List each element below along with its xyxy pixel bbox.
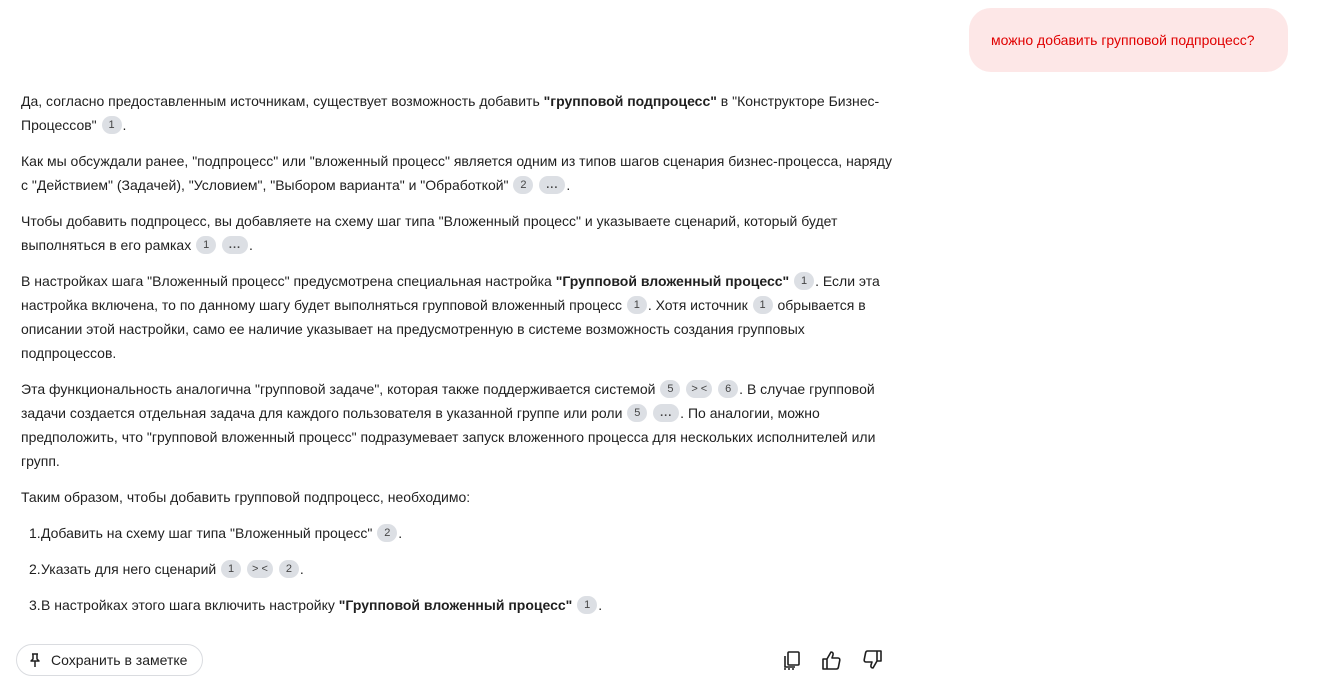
steps-list xyxy=(21,521,893,617)
citation-more-chip[interactable]: ... xyxy=(539,176,565,194)
citation-chip[interactable]: 2 xyxy=(513,176,533,194)
citation-chip[interactable]: 1 xyxy=(196,236,216,254)
answer-text: . Хотя источник xyxy=(647,297,752,313)
citation-chip[interactable]: 2 xyxy=(279,560,299,578)
citation-chip[interactable]: 5 xyxy=(660,380,680,398)
answer-text: Указать для него сценарий xyxy=(41,561,221,577)
citation-range-chip[interactable]: > < xyxy=(247,560,273,578)
list-item xyxy=(21,593,893,617)
answer-text: Таким образом, чтобы добавить групповой подпроцесс, необходимо: xyxy=(21,489,471,505)
answer-text: . xyxy=(249,237,253,253)
answer-bold-text: "Групповой вложенный процесс" xyxy=(338,597,573,613)
answer-paragraph xyxy=(21,269,893,365)
citation-more-chip[interactable]: ... xyxy=(222,236,248,254)
thumbs-up-icon[interactable] xyxy=(820,648,844,672)
list-item-number: 1. xyxy=(29,525,41,541)
citation-chip[interactable]: 1 xyxy=(627,296,647,314)
save-to-note-button[interactable] xyxy=(16,644,203,676)
list-item xyxy=(21,557,893,581)
answer-paragraph xyxy=(21,149,893,197)
assistant-answer xyxy=(21,89,893,629)
citation-chip[interactable]: 1 xyxy=(577,596,597,614)
citation-chip[interactable]: 5 xyxy=(627,404,647,422)
answer-text: Как мы обсуждали ранее, "подпроцесс" или "вложенный процесс" является одним из типов шагов сценария бизнес-процесса, наряду с "Действием" (Задачей), "Условием", "Выбором варианта" и "Обработкой" xyxy=(21,153,892,193)
citation-chip[interactable]: 1 xyxy=(794,272,814,290)
copy-icon[interactable] xyxy=(780,648,804,672)
answer-bold-text: "групповой подпроцесс" xyxy=(543,93,717,109)
answer-text: . В случае групповой задачи создается отдельная задача для каждого пользователя в указанной группе или роли xyxy=(21,381,875,421)
list-item xyxy=(21,521,893,545)
list-item-number: 3. xyxy=(29,597,41,613)
answer-text: В настройках этого шага включить настройку xyxy=(41,597,339,613)
user-message-text: можно добавить групповой подпроцесс? xyxy=(991,32,1255,48)
citation-chip[interactable]: 2 xyxy=(377,524,397,542)
list-item-number: 2. xyxy=(29,561,41,577)
citation-chip[interactable]: 6 xyxy=(718,380,738,398)
answer-paragraph xyxy=(21,485,893,509)
citation-chip[interactable]: 1 xyxy=(753,296,773,314)
answer-text: . Если эта настройка включена, то по данному шагу будет выполняться групповой вложенный процесс xyxy=(21,273,880,313)
save-to-note-label: Сохранить в заметке xyxy=(51,652,188,668)
answer-text: . По аналогии, можно предположить, что "групповой вложенный процесс" подразумевает запуск вложенного процесса для нескольких исполнителей или групп. xyxy=(21,405,876,469)
answer-text: Чтобы добавить подпроцесс, вы добавляете на схему шаг типа "Вложенный процесс" и указываете сценарий, который будет выполняться в его рамках xyxy=(21,213,838,253)
answer-text: . xyxy=(122,117,127,133)
answer-text: В настройках шага "Вложенный процесс" предусмотрена специальная настройка xyxy=(21,273,556,289)
answer-text: . xyxy=(598,597,603,613)
answer-text: . xyxy=(299,561,304,577)
answer-text: обрывается в описании этой настройки, само ее наличие указывает на предусмотренную в системе возможность создания групповых подпроцессов. xyxy=(21,297,866,361)
citation-chip[interactable]: 1 xyxy=(221,560,241,578)
answer-paragraph xyxy=(21,209,893,257)
citation-more-chip[interactable]: ... xyxy=(653,404,679,422)
thumbs-down-icon[interactable] xyxy=(860,648,884,672)
answer-paragraph xyxy=(21,377,893,473)
answer-text: . xyxy=(398,525,403,541)
answer-text: Добавить на схему шаг типа "Вложенный процесс" xyxy=(41,525,377,541)
answer-bold-text: "Групповой вложенный процесс" xyxy=(555,273,790,289)
answer-paragraph xyxy=(21,89,893,137)
answer-text: . xyxy=(566,177,571,193)
citation-range-chip[interactable]: > < xyxy=(686,380,712,398)
answer-text: в "Конструкторе Бизнес-Процессов" xyxy=(21,93,880,133)
pin-icon xyxy=(27,652,43,668)
answer-text: Эта функциональность аналогична "групповой задаче", которая также поддерживается системой xyxy=(21,381,660,397)
user-message-bubble xyxy=(969,8,1288,72)
citation-chip[interactable]: 1 xyxy=(102,116,122,134)
answer-text: Да, согласно предоставленным источникам, существует возможность добавить xyxy=(21,93,544,109)
